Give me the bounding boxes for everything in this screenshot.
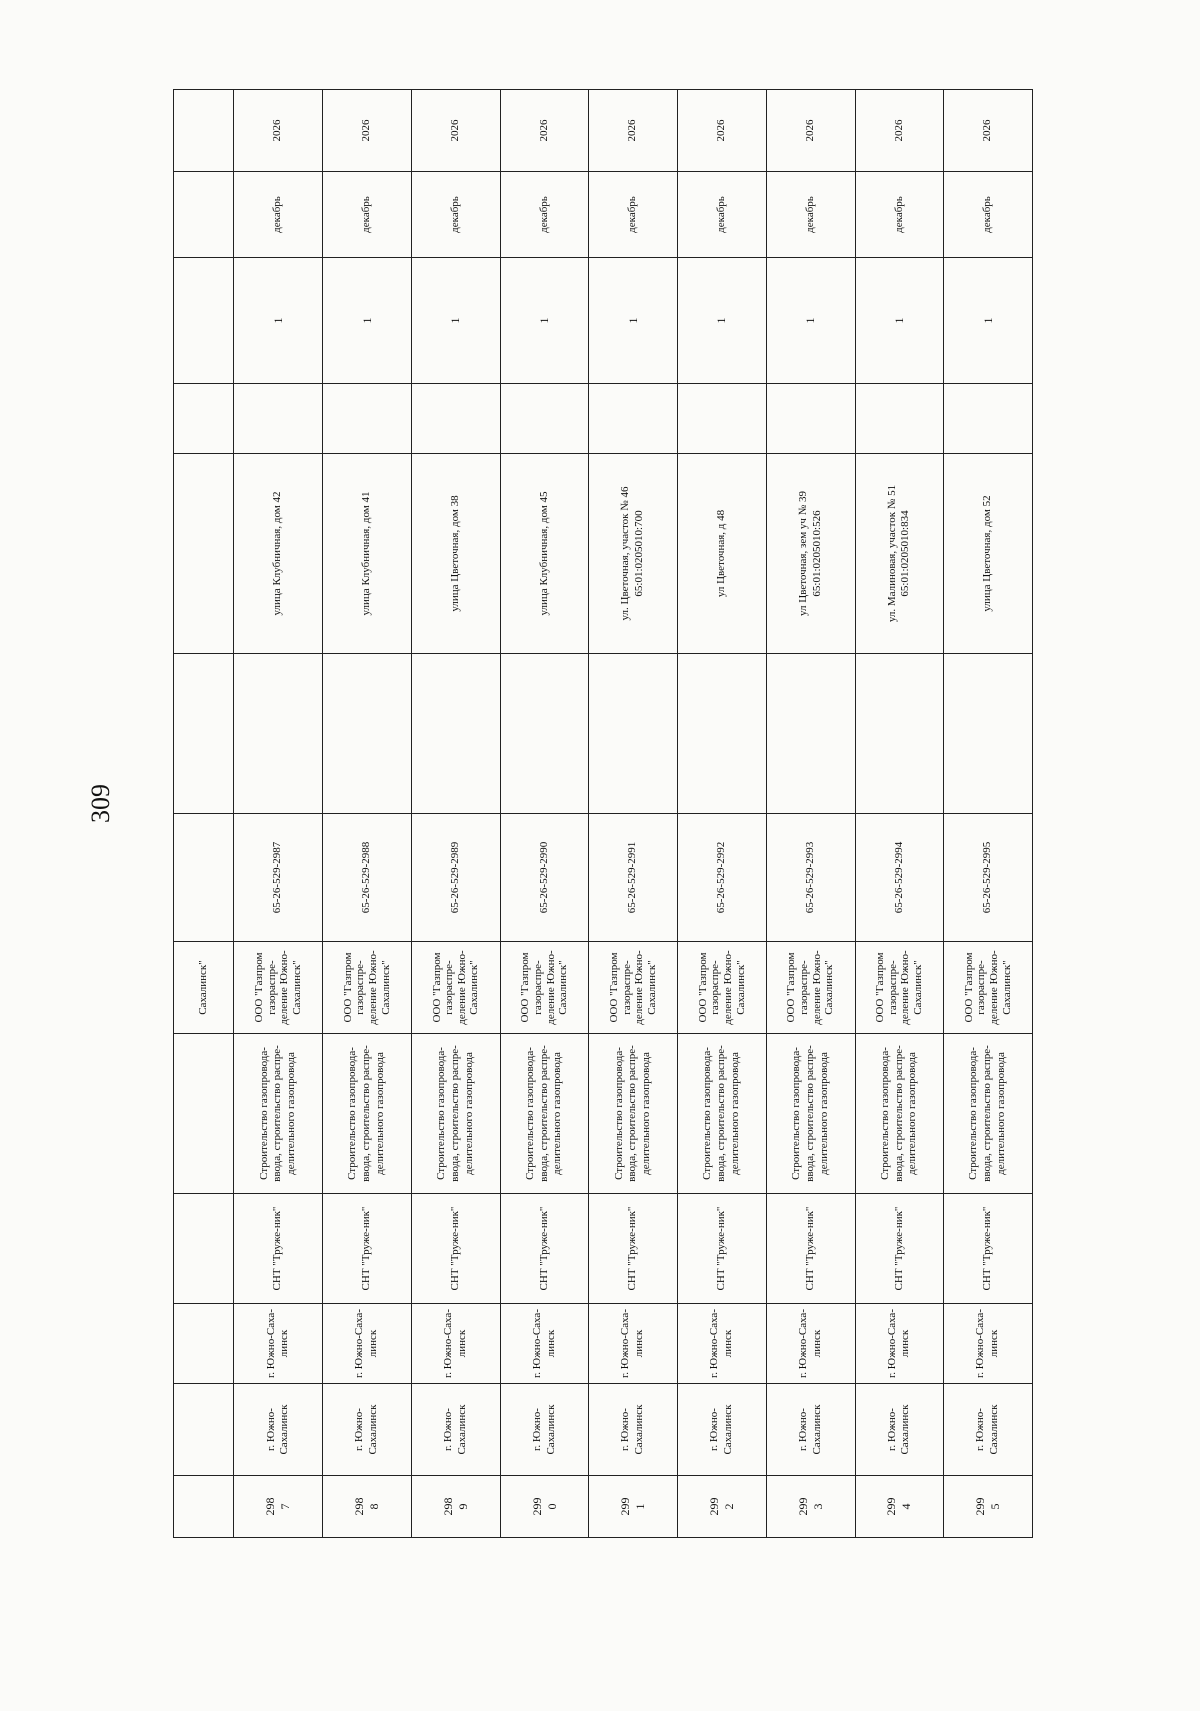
blank-cell-2	[411, 384, 500, 454]
district-cell: г. Южно-Саха-линск	[323, 1304, 412, 1384]
qty-cell: 1	[944, 258, 1033, 384]
org-cell: ООО "Газпром газораспре-деление Южно-Сахалинск"	[323, 942, 412, 1034]
blank-cell-2	[855, 384, 944, 454]
qty-cell: 1	[678, 258, 767, 384]
table-row	[589, 90, 678, 1538]
qty-cell: 1	[411, 258, 500, 384]
row-number: 299 2	[678, 1476, 767, 1538]
code-cell: 65-26-529-2994	[855, 814, 944, 942]
qty-cell: 1	[323, 258, 412, 384]
code-cell: 65-26-529-2993	[766, 814, 855, 942]
year-cell: 2026	[589, 90, 678, 172]
address-cell: улица Клубничная, дом 42	[234, 454, 323, 654]
header-cell-code	[174, 814, 234, 942]
snt-cell: СНТ "Труже-ник"	[411, 1194, 500, 1304]
year-cell: 2026	[944, 90, 1033, 172]
address-cell: ул Цветочная, д 48	[678, 454, 767, 654]
qty-cell: 1	[589, 258, 678, 384]
year-cell: 2026	[323, 90, 412, 172]
blank-cell	[589, 654, 678, 814]
month-cell: декабрь	[323, 172, 412, 258]
row-number: 299 0	[500, 1476, 589, 1538]
header-cell-snt	[174, 1194, 234, 1304]
org-cell: ООО "Газпром газораспре-деление Южно-Сахалинск"	[589, 942, 678, 1034]
snt-cell: СНТ "Труже-ник"	[766, 1194, 855, 1304]
table-row	[944, 90, 1033, 1538]
city-cell: г. Южно-Сахалинск	[411, 1384, 500, 1476]
work-cell: Строительство газопровода-ввода, строительство распре-делительного газопровода	[944, 1034, 1033, 1194]
snt-cell: СНТ "Труже-ник"	[323, 1194, 412, 1304]
header-row	[174, 90, 234, 1538]
table-row	[234, 90, 323, 1538]
city-cell: г. Южно-Сахалинск	[766, 1384, 855, 1476]
address-cell: улица Цветочная, дом 52	[944, 454, 1033, 654]
blank-cell-2	[323, 384, 412, 454]
work-cell: Строительство газопровода-ввода, строительство распре-делительного газопровода	[500, 1034, 589, 1194]
year-cell: 2026	[411, 90, 500, 172]
city-cell: г. Южно-Сахалинск	[678, 1384, 767, 1476]
month-cell: декабрь	[855, 172, 944, 258]
header-cell-work	[174, 1034, 234, 1194]
row-number: 299 4	[855, 1476, 944, 1538]
table-row	[323, 90, 412, 1538]
address-cell: ул. Малиновая, участок № 51 65:01:0205010:834	[855, 454, 944, 654]
blank-cell	[944, 654, 1033, 814]
snt-cell: СНТ "Труже-ник"	[589, 1194, 678, 1304]
snt-cell: СНТ "Труже-ник"	[944, 1194, 1033, 1304]
blank-cell	[855, 654, 944, 814]
org-cell: ООО "Газпром газораспре-деление Южно-Сахалинск"	[500, 942, 589, 1034]
row-number: 299 1	[589, 1476, 678, 1538]
work-cell: Строительство газопровода-ввода, строительство распре-делительного газопровода	[323, 1034, 412, 1194]
header-cell-num	[174, 1476, 234, 1538]
month-cell: декабрь	[766, 172, 855, 258]
month-cell: декабрь	[234, 172, 323, 258]
header-cell-city	[174, 1384, 234, 1476]
city-cell: г. Южно-Сахалинск	[234, 1384, 323, 1476]
year-cell: 2026	[766, 90, 855, 172]
header-cell-blank2	[174, 384, 234, 454]
work-cell: Строительство газопровода-ввода, строительство распре-делительного газопровода	[766, 1034, 855, 1194]
org-cell: ООО "Газпром газораспре-деление Южно-Сахалинск"	[234, 942, 323, 1034]
code-cell: 65-26-529-2989	[411, 814, 500, 942]
district-cell: г. Южно-Саха-линск	[500, 1304, 589, 1384]
work-cell: Строительство газопровода-ввода, строительство распре-делительного газопровода	[234, 1034, 323, 1194]
district-cell: г. Южно-Саха-линск	[944, 1304, 1033, 1384]
table-row	[411, 90, 500, 1538]
qty-cell: 1	[855, 258, 944, 384]
work-cell: Строительство газопровода-ввода, строительство распре-делительного газопровода	[411, 1034, 500, 1194]
header-cell-qty	[174, 258, 234, 384]
qty-cell: 1	[234, 258, 323, 384]
blank-cell	[234, 654, 323, 814]
address-cell: улица Цветочная, дом 38	[411, 454, 500, 654]
year-cell: 2026	[234, 90, 323, 172]
org-cell: ООО "Газпром газораспре-деление Южно-Сахалинск"	[411, 942, 500, 1034]
city-cell: г. Южно-Сахалинск	[500, 1384, 589, 1476]
month-cell: декабрь	[678, 172, 767, 258]
code-cell: 65-26-529-2992	[678, 814, 767, 942]
qty-cell: 1	[500, 258, 589, 384]
month-cell: декабрь	[500, 172, 589, 258]
org-cell: ООО "Газпром газораспре-деление Южно-Сахалинск"	[766, 942, 855, 1034]
row-number: 298 9	[411, 1476, 500, 1538]
city-cell: г. Южно-Сахалинск	[589, 1384, 678, 1476]
header-cell-year	[174, 90, 234, 172]
header-cell-district	[174, 1304, 234, 1384]
qty-cell: 1	[766, 258, 855, 384]
month-cell: декабрь	[944, 172, 1033, 258]
gas-connection-table	[173, 89, 1033, 1538]
district-cell: г. Южно-Саха-линск	[855, 1304, 944, 1384]
address-cell: ул Цветочная, зем уч № 39 65:01:0205010:526	[766, 454, 855, 654]
blank-cell	[323, 654, 412, 814]
work-cell: Строительство газопровода-ввода, строительство распре-делительного газопровода	[589, 1034, 678, 1194]
district-cell: г. Южно-Саха-линск	[589, 1304, 678, 1384]
table-row	[855, 90, 944, 1538]
code-cell: 65-26-529-2995	[944, 814, 1033, 942]
year-cell: 2026	[855, 90, 944, 172]
row-number: 299 3	[766, 1476, 855, 1538]
blank-cell-2	[766, 384, 855, 454]
district-cell: г. Южно-Саха-линск	[678, 1304, 767, 1384]
city-cell: г. Южно-Сахалинск	[323, 1384, 412, 1476]
code-cell: 65-26-529-2990	[500, 814, 589, 942]
code-cell: 65-26-529-2987	[234, 814, 323, 942]
table-row	[678, 90, 767, 1538]
org-cell: ООО "Газпром газораспре-деление Южно-Сахалинск"	[944, 942, 1033, 1034]
header-cell-addr	[174, 454, 234, 654]
blank-cell	[500, 654, 589, 814]
district-cell: г. Южно-Саха-линск	[766, 1304, 855, 1384]
blank-cell-2	[234, 384, 323, 454]
snt-cell: СНТ "Труже-ник"	[234, 1194, 323, 1304]
table-row	[766, 90, 855, 1538]
code-cell: 65-26-529-2988	[323, 814, 412, 942]
snt-cell: СНТ "Труже-ник"	[855, 1194, 944, 1304]
blank-cell-2	[500, 384, 589, 454]
month-cell: декабрь	[589, 172, 678, 258]
table-row	[500, 90, 589, 1538]
row-number: 298 8	[323, 1476, 412, 1538]
city-cell: г. Южно-Сахалинск	[855, 1384, 944, 1476]
header-cell-month	[174, 172, 234, 258]
month-cell: декабрь	[411, 172, 500, 258]
blank-cell-2	[944, 384, 1033, 454]
city-cell: г. Южно-Сахалинск	[944, 1384, 1033, 1476]
snt-cell: СНТ "Труже-ник"	[678, 1194, 767, 1304]
blank-cell	[766, 654, 855, 814]
row-number: 298 7	[234, 1476, 323, 1538]
snt-cell: СНТ "Труже-ник"	[500, 1194, 589, 1304]
blank-cell	[411, 654, 500, 814]
code-cell: 65-26-529-2991	[589, 814, 678, 942]
header-cell-org: Сахалинск"	[174, 942, 234, 1034]
table-frame	[173, 90, 1033, 1538]
district-cell: г. Южно-Саха-линск	[234, 1304, 323, 1384]
header-cell-blank	[174, 654, 234, 814]
blank-cell-2	[589, 384, 678, 454]
district-cell: г. Южно-Саха-линск	[411, 1304, 500, 1384]
org-cell: ООО "Газпром газораспре-деление Южно-Сахалинск"	[678, 942, 767, 1034]
blank-cell	[678, 654, 767, 814]
address-cell: улица Клубничная, дом 45	[500, 454, 589, 654]
page-number: 309	[86, 784, 115, 823]
work-cell: Строительство газопровода-ввода, строительство распре-делительного газопровода	[678, 1034, 767, 1194]
year-cell: 2026	[500, 90, 589, 172]
work-cell: Строительство газопровода-ввода, строительство распре-делительного газопровода	[855, 1034, 944, 1194]
blank-cell-2	[678, 384, 767, 454]
address-cell: ул. Цветочная, участок № 46 65:01:0205010:700	[589, 454, 678, 654]
row-number: 299 5	[944, 1476, 1033, 1538]
year-cell: 2026	[678, 90, 767, 172]
org-cell: ООО "Газпром газораспре-деление Южно-Сахалинск"	[855, 942, 944, 1034]
address-cell: улица Клубничная, дом 41	[323, 454, 412, 654]
